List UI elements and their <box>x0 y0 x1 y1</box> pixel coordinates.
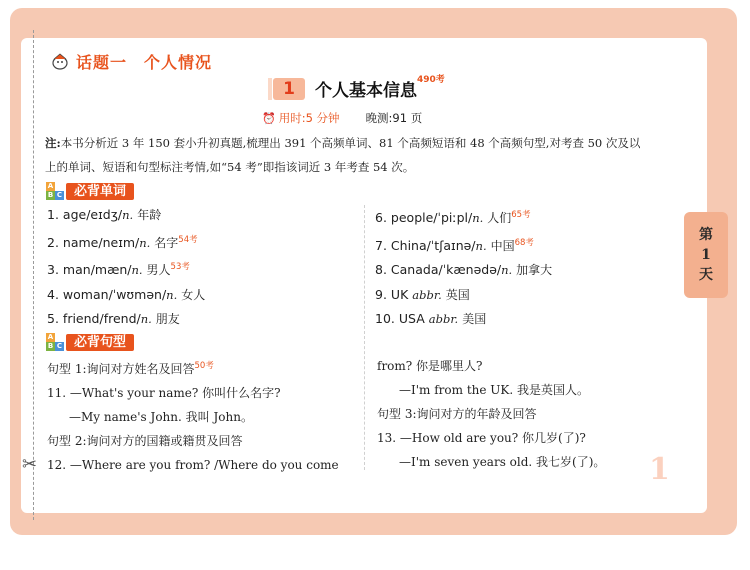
word-text: name <box>62 234 99 250</box>
time-label: 用时:5 分钟 <box>278 111 340 125</box>
sentence-frequency: 50考 <box>194 361 214 371</box>
word-number: 8. <box>375 262 387 278</box>
word-meaning: 英国 <box>445 287 470 302</box>
word-number: 6. <box>375 210 387 226</box>
lesson-title <box>315 76 445 101</box>
sentence-text: —My name's John. 我叫 John。 <box>69 410 253 424</box>
word-pos: abbr. <box>412 287 442 302</box>
word-phonetic: /neɪm/ <box>98 234 140 250</box>
sentence-text: —I'm from the UK. 我是英国人。 <box>399 383 590 397</box>
word-meaning: 年龄 <box>137 208 162 222</box>
lesson-header <box>273 76 445 101</box>
word-phonetic: /ˈkænədə/ <box>438 262 502 278</box>
topic-header <box>50 50 212 73</box>
word-phonetic: /ˈwʊmən/ <box>108 286 167 302</box>
day-tab-line2: 1 <box>701 247 711 263</box>
word-pos: n. <box>475 238 487 253</box>
day-tab-line3: 天 <box>699 267 713 283</box>
page-number: 1 <box>649 452 670 487</box>
sentence-text: 句型 2:询问对方的国籍或籍贯及回答 <box>47 434 243 448</box>
section-words-header <box>46 182 134 200</box>
word-number: 10. <box>375 311 395 327</box>
word-pos: n. <box>122 208 134 222</box>
sentence-text: 句型 3:询问对方的年龄及回答 <box>377 407 537 421</box>
word-phonetic: /mæn/ <box>90 262 132 278</box>
word-text: age <box>62 207 87 222</box>
alarm-clock-icon: ⏰ <box>262 111 276 125</box>
word-phonetic: /ˈpiːpl/ <box>433 210 473 226</box>
word-meaning: 女人 <box>181 287 206 302</box>
word-number: 9. <box>375 286 387 302</box>
sentence-text: 12. —Where are you from? /Where do you come <box>47 458 339 472</box>
word-pos: abbr. <box>428 312 459 327</box>
word-item <box>47 307 205 332</box>
sentence-item <box>47 354 339 381</box>
word-frequency: 53考 <box>170 262 190 273</box>
word-item <box>47 283 205 308</box>
word-text: USA <box>398 311 425 327</box>
evening-test-ref: 晚测:91 页 <box>365 111 423 125</box>
word-item <box>375 231 552 259</box>
section-sentences-label: 必背句型 <box>66 334 134 351</box>
note-line2: 上的单词、短语和句型标注考情,如“54 考”即指该词近 3 年考查 54 次。 <box>45 160 415 174</box>
word-number: 1. <box>47 207 59 222</box>
word-frequency: 68考 <box>514 237 534 248</box>
column-divider <box>364 205 365 470</box>
sentence-item <box>377 426 605 450</box>
word-number: 5. <box>47 311 59 327</box>
sentence-item <box>377 354 605 378</box>
lesson-title-text: 个人基本信息 <box>315 81 417 101</box>
word-item <box>375 283 552 308</box>
word-number: 2. <box>47 234 59 250</box>
word-phonetic: /ˈtʃaɪnə/ <box>426 237 476 253</box>
lesson-meta <box>262 110 422 126</box>
sentence-text: from? 你是哪里人? <box>377 359 483 373</box>
word-pos: n. <box>501 263 513 278</box>
word-item <box>375 258 552 283</box>
word-item <box>375 203 552 231</box>
word-text: Canada <box>390 262 439 278</box>
sentence-item <box>47 429 339 453</box>
word-item <box>375 307 552 332</box>
word-meaning: 人们 <box>487 211 512 226</box>
word-text: friend <box>62 311 100 327</box>
note-label: 注: <box>45 136 61 150</box>
abc-blocks-icon: A B C <box>47 333 63 350</box>
word-list-left <box>47 203 205 332</box>
word-text: people <box>390 210 434 226</box>
word-number: 4. <box>47 286 59 302</box>
sentence-item <box>47 405 339 429</box>
word-item <box>47 255 205 283</box>
note-line1: 本书分析近 3 年 150 套小升初真题,梳理出 391 个高频单词、81 个高频短语和 48 个高频句型,对考查 50 次及以 <box>60 136 641 150</box>
sentence-item <box>377 402 605 426</box>
lesson-frequency: 490考 <box>417 75 445 85</box>
word-meaning: 中国 <box>490 238 515 253</box>
sentence-item <box>377 378 605 402</box>
word-frequency: 54考 <box>178 234 198 245</box>
word-phonetic: /frend/ <box>99 311 141 327</box>
word-meaning: 美国 <box>462 312 487 327</box>
word-pos: n. <box>472 211 484 226</box>
sentence-list-left <box>47 354 339 477</box>
word-number: 7. <box>375 237 387 253</box>
word-phonetic: /eɪdʒ/ <box>86 207 123 222</box>
word-pos: n. <box>140 312 152 327</box>
word-pos: n. <box>139 235 151 250</box>
word-text: China <box>390 237 427 253</box>
sentence-text: 句型 1:询问对方姓名及回答 <box>47 362 195 376</box>
sentence-text: —I'm seven years old. 我七岁(了)。 <box>399 455 606 469</box>
word-meaning: 男人 <box>146 263 171 278</box>
word-pos: n. <box>166 287 178 302</box>
word-pos: n. <box>131 263 143 278</box>
sentence-item <box>47 453 339 477</box>
day-tab[interactable] <box>684 212 728 298</box>
word-text: woman <box>62 286 109 302</box>
cut-line <box>33 30 34 520</box>
scissors-icon: ✂ <box>22 454 38 475</box>
word-text: man <box>62 262 91 278</box>
sentence-item <box>47 381 339 405</box>
section-words-label: 必背单词 <box>66 183 134 200</box>
section-sentences-header <box>46 333 134 351</box>
word-meaning: 加拿大 <box>516 263 553 278</box>
topic-title: 话题一 个人情况 <box>76 53 213 72</box>
word-list-right <box>375 203 552 332</box>
sentence-item <box>377 450 605 474</box>
note-paragraph <box>45 131 683 179</box>
sentence-list-right <box>377 354 605 474</box>
word-meaning: 名字 <box>154 235 179 250</box>
day-tab-line1: 第 <box>699 227 713 243</box>
word-frequency: 65考 <box>511 210 531 220</box>
word-number: 3. <box>47 262 59 278</box>
mascot-icon <box>50 53 70 71</box>
word-text: UK <box>390 286 409 302</box>
lesson-number: 1 <box>273 78 305 100</box>
word-item <box>47 228 205 256</box>
sentence-text: 11. —What's your name? 你叫什么名字? <box>47 386 281 400</box>
abc-blocks-icon: A B C <box>47 182 63 199</box>
word-meaning: 朋友 <box>155 312 180 327</box>
word-item <box>47 203 205 228</box>
sentence-text: 13. —How old are you? 你几岁(了)? <box>377 431 586 445</box>
